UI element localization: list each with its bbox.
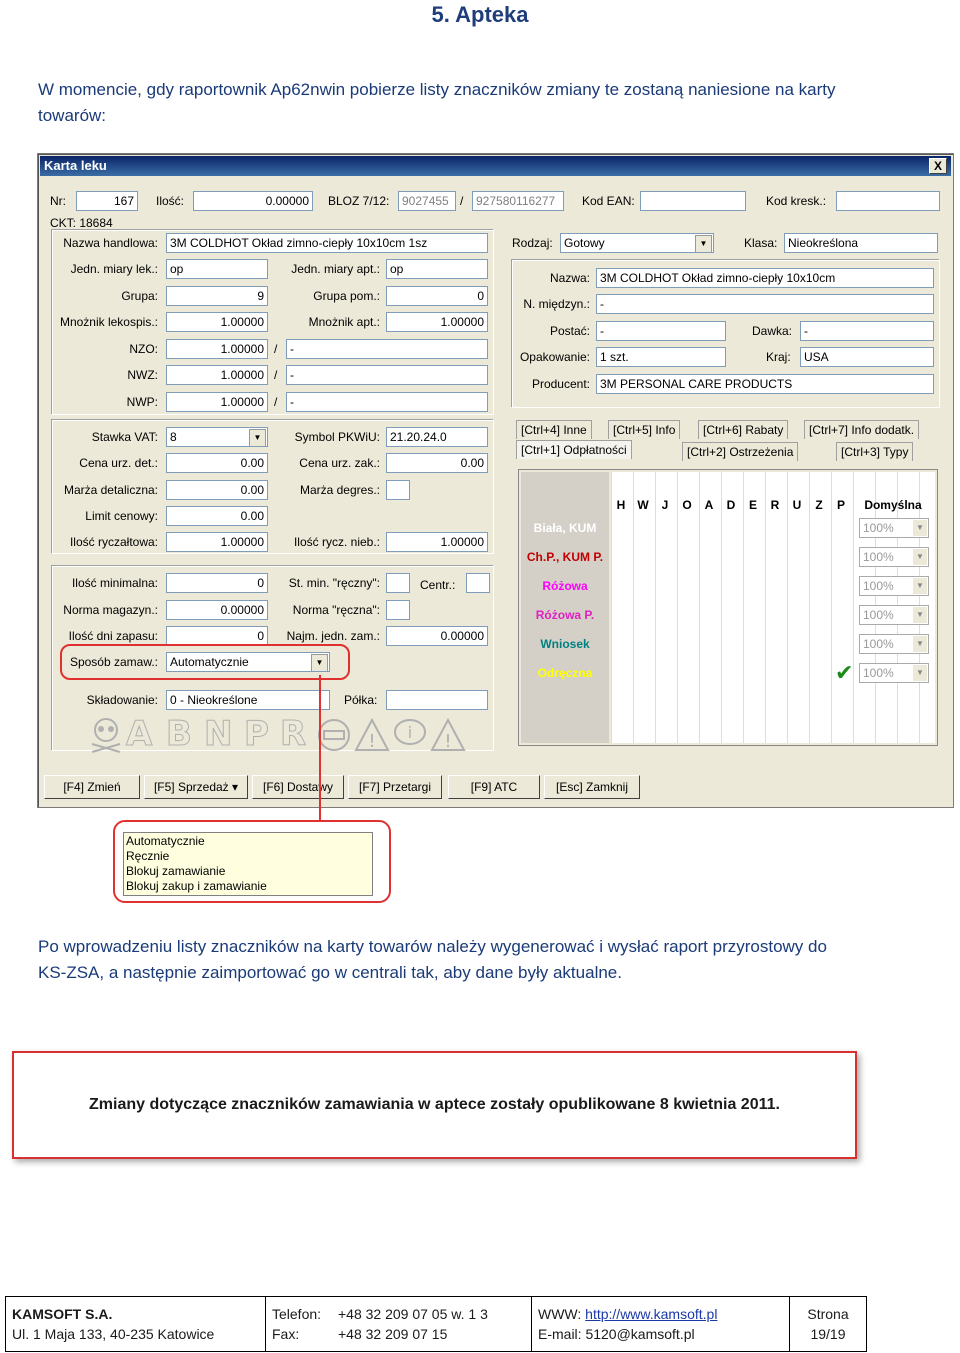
nr-label: Nr:	[50, 194, 66, 208]
page-footer	[5, 1296, 867, 1352]
opakowanie-field[interactable]: 1 szt.	[596, 347, 726, 367]
kresk-field[interactable]	[836, 191, 940, 211]
intro-text: W momencie, gdy raportownik Ap62nwin pobierze listy znaczników zmiany te zostaną naniesione na karty towarów:	[38, 80, 836, 125]
pkwiu-label: Symbol PKWiU:	[294, 430, 380, 444]
footer-web	[532, 1297, 790, 1351]
opakowanie-label: Opakowanie:	[519, 350, 590, 364]
odplatnosci-grid	[518, 469, 938, 746]
ean-label: Kod EAN:	[582, 194, 635, 208]
postac-field[interactable]: -	[596, 321, 726, 341]
grid-default-select[interactable]: 100% ▼	[859, 634, 929, 654]
mnoznik-apt-field[interactable]: 1.00000	[386, 312, 488, 332]
tab-rabaty[interactable]: [Ctrl+6] Rabaty	[698, 420, 788, 439]
dawka-label: Dawka:	[752, 324, 793, 338]
check-icon: ✔	[835, 660, 854, 685]
jm-lek-label: Jedn. miary lek.:	[70, 262, 158, 276]
bloz-slash: /	[460, 194, 464, 208]
nazwa-handlowa-label: Nazwa handlowa:	[63, 236, 158, 250]
notice-text: Zmiany dotyczące znaczników zamawiania w aptece zostały opublikowane 8 kwietnia 2011.	[89, 1096, 780, 1113]
nwp-label: NWP:	[126, 395, 158, 409]
tab-info[interactable]: [Ctrl+5] Info	[608, 420, 680, 439]
il-min-label: Ilość minimalna:	[71, 576, 158, 590]
tab-odplatnosci[interactable]: [Ctrl+1] Odpłatności	[516, 440, 632, 459]
nwz-extra-field[interactable]: -	[286, 365, 488, 385]
il-rycz-label: Ilość ryczałtowa:	[69, 535, 158, 549]
marker-r[interactable]: R	[280, 714, 307, 754]
n-miedzyn-field[interactable]: -	[596, 294, 934, 314]
svg-text:i: i	[407, 723, 413, 742]
company-address: Ul. 1 Maja 133, 40-235 Katowice	[12, 1326, 215, 1342]
nzo-slash: /	[274, 342, 278, 356]
page-number: 19/19	[810, 1326, 846, 1342]
mnoznik-apt-label: Mnożnik apt.:	[308, 315, 380, 329]
page-heading: 5. Apteka	[431, 2, 529, 27]
grid-header-e: E	[748, 498, 757, 512]
grupa-pom-field[interactable]: 0	[386, 286, 488, 306]
f6-dostawy-button[interactable]: [F6] Dostawy	[252, 775, 344, 799]
najm-label: Najm. jedn. zam.:	[286, 629, 380, 643]
grid-header-p: P	[836, 498, 845, 512]
grid-header-h: H	[616, 498, 626, 512]
il-dni-label: Ilość dni zapasu:	[68, 629, 158, 643]
nazwa-handlowa-field[interactable]: 3M COLDHOT Okład zimno-ciepły 10x10cm 1sz	[166, 233, 488, 253]
najm-field[interactable]: 0.00000	[386, 626, 488, 646]
grid-row-label: Odręczna	[537, 666, 593, 680]
f9-atc-button[interactable]: [F9] ATC	[448, 775, 540, 799]
footer-contact	[266, 1297, 532, 1351]
grid-row-label: Różowa P.	[535, 608, 595, 622]
skladowanie-field[interactable]: 0 - Nieokreślone	[166, 690, 330, 710]
notice-box	[12, 1051, 857, 1159]
postac-label: Postać:	[549, 324, 590, 338]
nwp-field[interactable]: 1.00000	[166, 392, 268, 412]
nzo-extra-field[interactable]: -	[286, 339, 488, 359]
svg-text:!: !	[368, 731, 376, 752]
kraj-label: Kraj:	[766, 350, 791, 364]
ilosc-field[interactable]: 0.00000	[193, 191, 313, 211]
rodzaj-select[interactable]: Gotowy ▼	[560, 233, 714, 253]
il-rycz-nieb-label: Ilość rycz. nieb.:	[293, 535, 380, 549]
info-bubble-icon	[392, 717, 428, 753]
mnoznik-lek-field[interactable]: 1.00000	[166, 312, 268, 332]
nwz-field[interactable]: 1.00000	[166, 365, 268, 385]
centr-checkbox[interactable]	[466, 573, 490, 593]
grupa-label: Grupa:	[121, 289, 158, 303]
il-rycz-field[interactable]: 1.00000	[166, 532, 268, 552]
cena-det-field[interactable]: 0.00	[166, 453, 268, 473]
karta-leku-window	[37, 153, 954, 808]
nazwa-field[interactable]: 3M COLDHOT Okład zimno-ciepły 10x10cm	[596, 268, 934, 288]
limit-label: Limit cenowy:	[85, 509, 158, 523]
grid-header-o: O	[682, 498, 692, 512]
grid-row-label: Ch.P., KUM P.	[526, 550, 604, 564]
producent-label: Producent:	[531, 377, 590, 391]
page-label: Strona	[807, 1306, 849, 1322]
f7-przetargi-button[interactable]: [F7] Przetargi	[348, 775, 442, 799]
sposob-options-list	[123, 832, 373, 896]
warning-icon	[354, 717, 390, 753]
option-item[interactable]: Ręcznie	[126, 849, 170, 863]
fax-value: +48 32 209 07 15	[338, 1326, 448, 1342]
mnoznik-lek-label: Mnożnik lekospis.:	[59, 315, 158, 329]
instruction-text: Po wprowadzeniu listy znaczników na karty towarów należy wygenerować i wysłać raport przyrostowy do KS-ZSA, a następnie zaimportować go w centrali tak, aby dane były aktualne.	[38, 937, 827, 982]
nwz-label: NWZ:	[127, 368, 158, 382]
marker-p[interactable]: P	[244, 714, 269, 754]
f5-sprzedaz-button[interactable]: [F5] Sprzedaż ▾	[144, 775, 248, 799]
close-button[interactable]: X	[929, 158, 947, 174]
bloz7-field[interactable]: 9027455	[398, 191, 456, 211]
pkwiu-field[interactable]: 21.20.24.0	[386, 427, 488, 447]
grid-header-domyslna: Domyślna	[864, 498, 922, 512]
st-min-label: St. min. "ręczny":	[288, 576, 380, 590]
window-title: Karta leku	[44, 158, 107, 173]
nwp-extra-field[interactable]: -	[286, 392, 488, 412]
tab-inne[interactable]: [Ctrl+4] Inne	[516, 420, 592, 439]
cena-zak-label: Cena urz. zak.:	[299, 456, 380, 470]
kraj-field[interactable]: USA	[800, 347, 934, 367]
f4-zmien-button[interactable]: [F4] Zmień	[44, 775, 140, 799]
skladowanie-label: Składowanie:	[86, 693, 158, 707]
nzo-field[interactable]: 1.00000	[166, 339, 268, 359]
company-name: KAMSOFT S.A.	[12, 1306, 113, 1322]
limit-field[interactable]: 0.00	[166, 506, 268, 526]
nr-field[interactable]: 167	[76, 191, 138, 211]
footer-company	[6, 1297, 266, 1351]
rodzaj-label: Rodzaj:	[512, 236, 553, 250]
nzo-label: NZO:	[129, 342, 158, 356]
klasa-label: Klasa:	[744, 236, 778, 250]
ilosc-label: Ilość:	[156, 194, 185, 208]
bloz-label: BLOZ 7/12:	[328, 194, 390, 208]
norma-mag-field[interactable]: 0.00000	[166, 600, 268, 620]
marza-deg-checkbox[interactable]	[386, 480, 410, 500]
grid-default-select[interactable]: 100% ▼	[859, 518, 929, 538]
jm-apt-label: Jedn. miary apt.:	[291, 262, 380, 276]
www-link[interactable]: http://www.kamsoft.pl	[585, 1306, 718, 1322]
grid-header-w: W	[637, 498, 649, 512]
grid-row-label: Wniosek	[540, 637, 590, 651]
marker-b[interactable]: B	[166, 714, 192, 754]
cena-zak-field[interactable]: 0.00	[386, 453, 488, 473]
cena-det-label: Cena urz. det.:	[79, 456, 158, 470]
option-item[interactable]: Blokuj zamawianie	[126, 864, 226, 878]
norma-reczna-checkbox[interactable]	[386, 600, 410, 620]
marza-deg-label: Marża degres.:	[299, 483, 380, 497]
tab-ostrzezenia[interactable]: [Ctrl+2] Ostrzeżenia	[682, 442, 798, 461]
stawka-vat-select[interactable]: 8 ▼	[166, 427, 268, 447]
fax-label: Fax:	[272, 1326, 300, 1342]
grid-header-a: A	[704, 498, 714, 512]
kresk-label: Kod kresk.:	[766, 194, 827, 208]
producent-field[interactable]: 3M PERSONAL CARE PRODUCTS	[596, 374, 934, 394]
ean-field[interactable]	[640, 191, 746, 211]
window-titlebar	[40, 156, 951, 176]
grupa-field[interactable]: 9	[166, 286, 268, 306]
email-text: E-mail: 5120@kamsoft.pl	[538, 1326, 695, 1342]
svg-text:!: !	[444, 731, 452, 752]
tab-info-dodatk[interactable]: [Ctrl+7] Info dodatk.	[804, 420, 919, 439]
caution-icon	[430, 717, 466, 753]
sposob-options-callout	[113, 820, 391, 903]
dawka-field[interactable]: -	[800, 321, 934, 341]
skull-icon	[86, 714, 126, 754]
sposob-select[interactable]: Automatycznie ▼	[166, 652, 330, 672]
norma-mag-label: Norma magazyn.:	[63, 603, 158, 617]
st-min-checkbox[interactable]	[386, 573, 410, 593]
grid-default-select[interactable]: 100% ▼	[859, 663, 929, 683]
n-miedzyn-label: N. międzyn.:	[523, 297, 590, 311]
footer-page	[790, 1297, 866, 1351]
jm-apt-field[interactable]: op	[386, 259, 488, 279]
tel-label: Telefon:	[272, 1306, 322, 1322]
grupa-pom-label: Grupa pom.:	[313, 289, 380, 303]
grid-row-label: Biała, KUM	[533, 521, 597, 535]
il-dni-field[interactable]: 0	[166, 626, 268, 646]
klasa-field[interactable]: Nieokreślona	[784, 233, 938, 253]
marker-a[interactable]: A	[126, 714, 153, 754]
grid-header-z: Z	[815, 498, 823, 512]
marza-det-field[interactable]: 0.00	[166, 480, 268, 500]
nwz-slash: /	[274, 368, 278, 382]
sposob-label: Sposób zamaw.:	[69, 655, 158, 669]
grid-header-r: R	[770, 498, 780, 512]
grid-default-select[interactable]: 100% ▼	[859, 605, 929, 625]
nwp-slash: /	[274, 395, 278, 409]
option-item[interactable]: Blokuj zakup i zamawianie	[126, 879, 267, 893]
tel-value: +48 32 209 07 05 w. 1 3	[338, 1306, 488, 1322]
option-item[interactable]: Automatycznie	[126, 834, 205, 848]
il-min-field[interactable]: 0	[166, 573, 268, 593]
centr-label: Centr.:	[420, 578, 456, 592]
grid-header-u: U	[792, 498, 802, 512]
il-rycz-nieb-field[interactable]: 1.00000	[386, 532, 488, 552]
polka-field[interactable]	[386, 690, 488, 710]
polka-label: Półka:	[344, 693, 378, 707]
esc-zamknij-button[interactable]: [Esc] Zamknij	[544, 775, 640, 799]
grid-header-d: D	[726, 498, 736, 512]
bloz12-field[interactable]: 927580116277	[472, 191, 564, 211]
www-label: WWW:	[538, 1306, 586, 1322]
tab-typy[interactable]: [Ctrl+3] Typy	[836, 442, 913, 461]
marker-n[interactable]: N	[204, 714, 233, 754]
jm-lek-field[interactable]: op	[166, 259, 268, 279]
norma-reczna-label: Norma "ręczna":	[292, 603, 380, 617]
grid-default-select[interactable]: 100% ▼	[859, 547, 929, 567]
grid-default-select[interactable]: 100% ▼	[859, 576, 929, 596]
grid-header-j: J	[661, 498, 669, 512]
marza-det-label: Marża detaliczna:	[63, 483, 158, 497]
ckt-label: CKT: 18684	[50, 216, 113, 230]
stawka-vat-label: Stawka VAT:	[91, 430, 158, 444]
nazwa-label: Nazwa:	[549, 271, 590, 285]
grid-row-label: Różowa	[542, 579, 588, 593]
